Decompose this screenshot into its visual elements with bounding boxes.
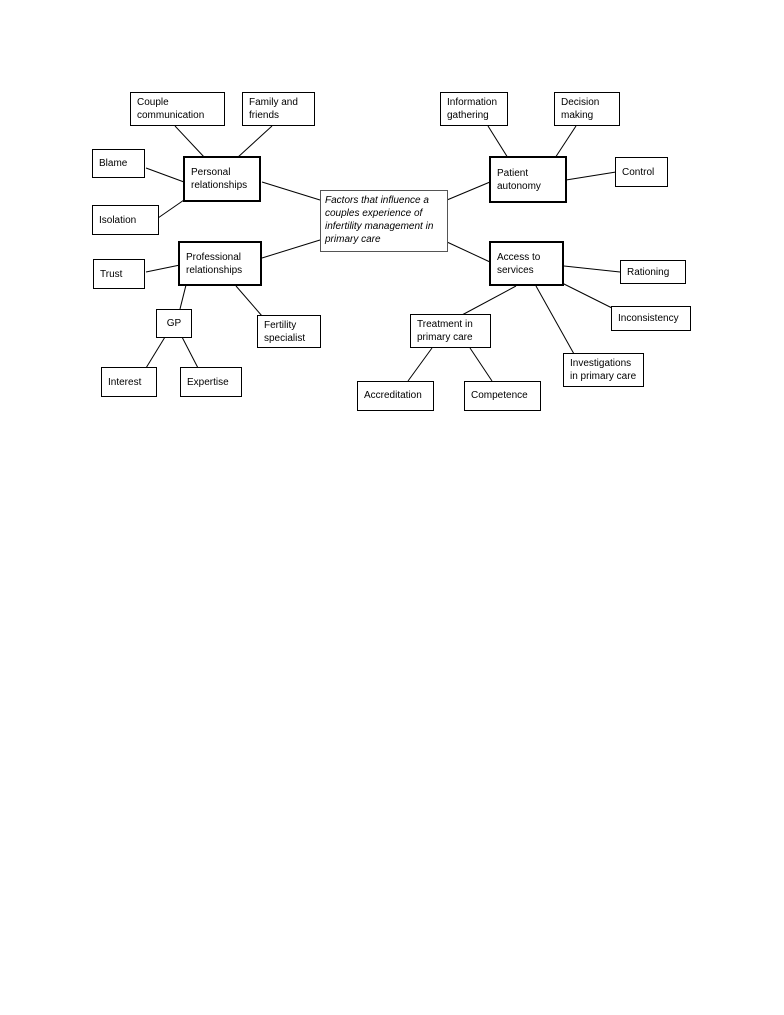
edge-autonomy-control [566,172,616,180]
edge-center-personal [262,182,320,200]
node-gp: GP [156,309,192,338]
edge-center-access [447,242,490,262]
node-investigations-primary-care: Investigations in primary care [563,353,644,387]
edge-professional-trust [146,265,180,272]
edge-professional-fertility [236,286,262,316]
node-couple-communication: Couple communication [130,92,225,126]
edge-gp-expertise [182,337,198,368]
node-fertility-specialist: Fertility specialist [257,315,321,348]
edge-gp-interest [146,337,165,368]
node-access-to-services: Access to services [489,241,564,286]
edge-personal-isolation [158,200,184,218]
node-family-friends: Family and friends [242,92,315,126]
node-patient-autonomy: Patient autonomy [489,156,567,203]
node-expertise: Expertise [180,367,242,397]
edge-professional-gp [180,285,186,309]
node-control: Control [615,157,668,187]
edge-treatment-accreditation [408,348,432,381]
edge-personal-blame [146,168,184,182]
node-accreditation: Accreditation [357,381,434,411]
node-inconsistency: Inconsistency [611,306,691,331]
edge-autonomy-decision [555,126,576,158]
edge-access-rationing [564,266,620,272]
node-blame: Blame [92,149,145,178]
node-rationing: Rationing [620,260,686,284]
node-competence: Competence [464,381,541,411]
node-interest: Interest [101,367,157,397]
edge-personal-family [237,126,272,158]
center-node: Factors that influence a couples experience of infertility management in primary care [320,190,448,252]
node-isolation: Isolation [92,205,159,235]
edge-access-inconsistency [560,282,612,308]
node-treatment-primary-care: Treatment in primary care [410,314,491,348]
node-decision-making: Decision making [554,92,620,126]
node-personal-relationships: Personal relationships [183,156,261,202]
node-professional-relationships: Professional relationships [178,241,262,286]
node-trust: Trust [93,259,145,289]
edge-treatment-competence [470,348,492,381]
node-information-gathering: Information gathering [440,92,508,126]
edge-access-investigations [536,286,574,354]
edge-autonomy-info [488,126,508,158]
edge-access-treatment [462,286,516,315]
edge-center-autonomy [447,182,490,200]
edge-personal-couple [175,126,205,158]
edge-center-professional [262,240,320,258]
